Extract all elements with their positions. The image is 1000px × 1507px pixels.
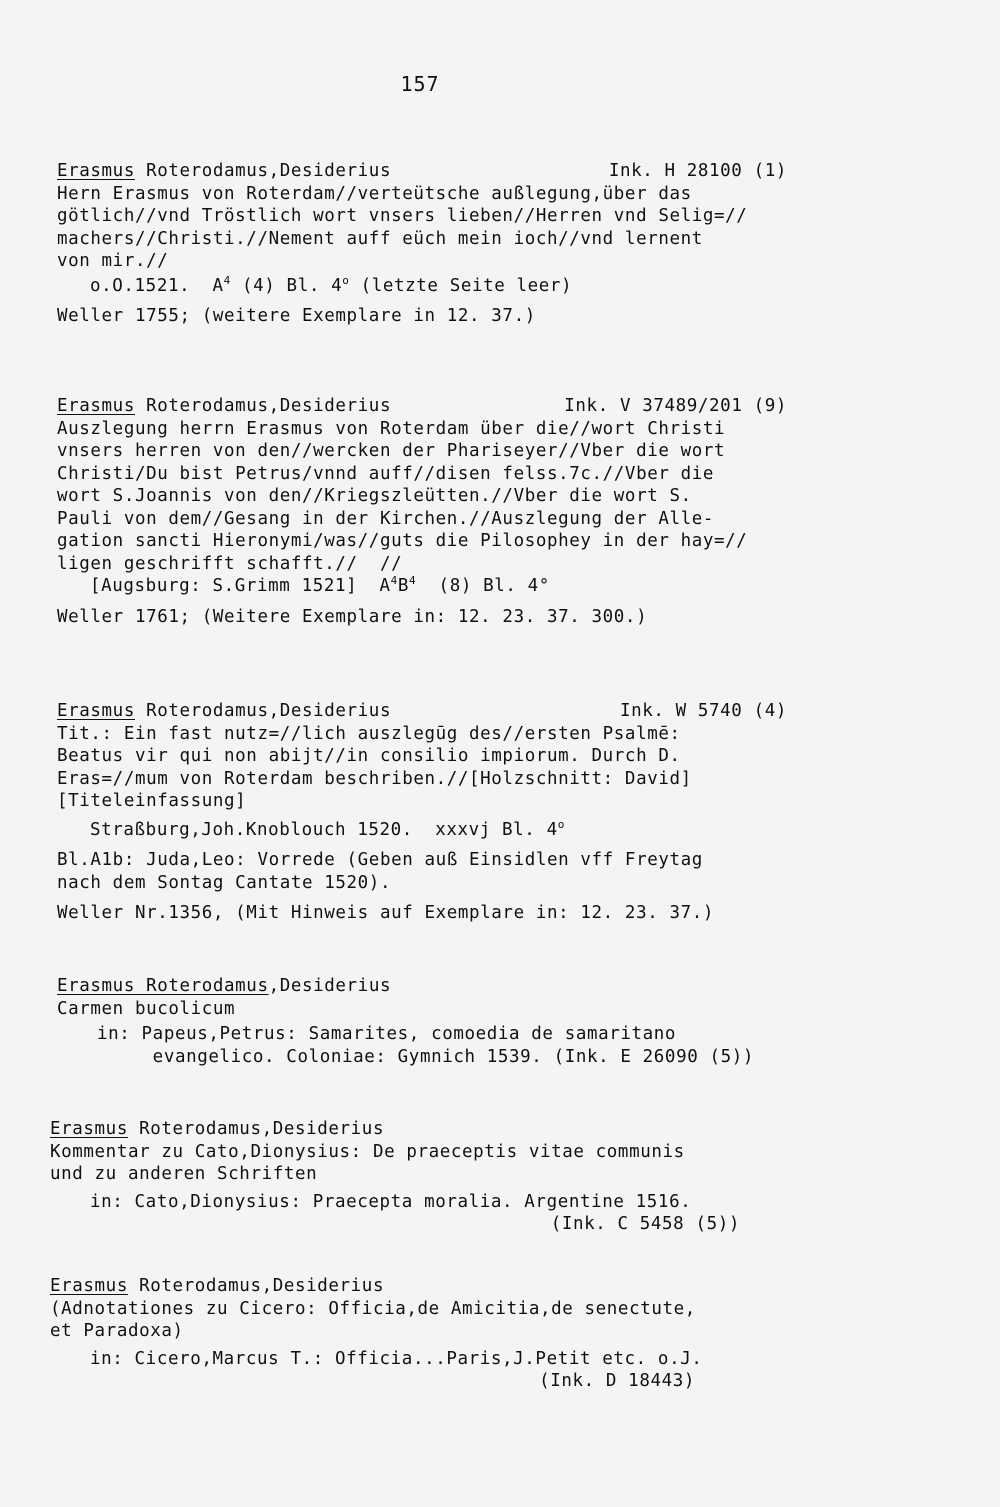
incunabula-ref: (Ink. D 18443) bbox=[539, 1371, 695, 1391]
title-line: et Paradoxa) bbox=[50, 1321, 184, 1341]
incunabula-ref: Ink. V 37489/201 (9) bbox=[564, 396, 787, 416]
title-line: ligen geschrifft schafft.// // bbox=[57, 553, 403, 574]
title-line: Carmen bucolicum bbox=[57, 998, 236, 1019]
imprint-line: Straßburg,Joh.Knoblouch 1520. xxxvj Bl. 4$^o$ bbox=[90, 817, 565, 840]
catalog-entry bbox=[50, 1275, 840, 1393]
catalog-entry bbox=[57, 395, 847, 628]
entry-heading bbox=[50, 1275, 840, 1298]
author-name: Erasmus Roterodamus,Desiderius bbox=[57, 161, 392, 181]
title-line: Hern Erasmus von Roterdam//verteütsche außlegung,über das bbox=[57, 183, 692, 204]
imprint-line: o.O.1521. $A^4$ (4) Bl. 4$^o$ (letzte Seite leer) bbox=[90, 273, 573, 296]
title-line: machers//Christi.//Nement auff eüch mein ioch//vnd lernent bbox=[57, 228, 703, 249]
title-line: Beatus vir qui non abijt//in consilio impiorum. Durch D. bbox=[57, 746, 681, 766]
author-name: Erasmus Roterodamus,Desiderius bbox=[50, 1119, 385, 1139]
in-line: in: Papeus,Petrus: Samarites, comoedia de samaritano bbox=[97, 1024, 677, 1044]
author-name: Erasmus Roterodamus,Desiderius bbox=[57, 396, 392, 416]
title-line: götlich//vnd Tröstlich wort vnsers lieben//Herren vnd Selig=// bbox=[57, 206, 748, 226]
catalog-entry bbox=[57, 975, 847, 1068]
title-line: von mir.// bbox=[57, 251, 169, 271]
catalog-entry bbox=[50, 1118, 840, 1236]
note-line: Bl.A1b: Juda,Leo: Vorrede (Geben auß Einsidlen vff Freytag bbox=[57, 850, 703, 870]
in-line: in: Cato,Dionysius: Praecepta moralia. Argentine 1516. bbox=[90, 1191, 692, 1212]
entry-heading bbox=[57, 975, 847, 998]
title-line: Kommentar zu Cato,Dionysius: De praeceptis vitae communis bbox=[50, 1141, 685, 1162]
title-line: (Adnotationes zu Cicero: Officia,de Amicitia,de senectute, bbox=[50, 1298, 696, 1319]
title-line: und zu anderen Schriften bbox=[50, 1164, 318, 1184]
in-line: in: Cicero,Marcus T.: Officia...Paris,J.Petit etc. o.J. bbox=[90, 1348, 703, 1369]
entry-heading bbox=[57, 395, 847, 418]
weller-reference: Weller 1761; (Weitere Exemplare in: 12. 23. 37. 300.) bbox=[57, 606, 648, 627]
entry-heading bbox=[57, 700, 847, 723]
author-name: Erasmus Roterodamus,Desiderius bbox=[57, 701, 392, 721]
entry-heading bbox=[57, 160, 847, 183]
weller-reference: Weller Nr.1356, (Mit Hinweis auf Exemplare in: 12. 23. 37.) bbox=[57, 903, 715, 923]
title-line: Eras=//mum von Roterdam beschriben.//[Holzschnitt: David] bbox=[57, 768, 692, 789]
title-line: vnsers herren von den//wercken der Phariseyer//Vber die wort bbox=[57, 441, 726, 461]
note-line: nach dem Sontag Cantate 1520). bbox=[57, 872, 392, 893]
author-name: Erasmus Roterodamus,Desiderius bbox=[57, 976, 392, 996]
author-name: Erasmus Roterodamus,Desiderius bbox=[50, 1276, 385, 1296]
incunabula-ref: Ink. H 28100 (1) bbox=[608, 161, 787, 181]
title-line: Christi/Du bist Petrus/vnnd auff//disen felss.7c.//Vber die bbox=[57, 463, 715, 484]
incunabula-ref: (Ink. C 5458 (5)) bbox=[550, 1214, 740, 1234]
weller-reference: Weller 1755; (weitere Exemplare in 12. 37.) bbox=[57, 306, 536, 326]
title-line: Tit.: Ein fast nutz=//lich auszlegūg des//ersten Psalmē: bbox=[57, 723, 681, 744]
page-number: 157 bbox=[400, 72, 440, 96]
title-line: wort S.Joannis von den//Kriegszleütten.//Vber die wort S. bbox=[57, 486, 692, 506]
incunabula-ref: Ink. W 5740 (4) bbox=[619, 701, 787, 721]
catalog-entry bbox=[57, 700, 847, 925]
catalog-entry bbox=[57, 160, 847, 328]
title-line: gation sancti Hieronymi/was//guts die Pilosophey in der hay=// bbox=[57, 531, 748, 551]
in-line: evangelico. Coloniae: Gymnich 1539. (Ink. E 26090 (5)) bbox=[97, 1046, 755, 1067]
entry-heading bbox=[50, 1118, 840, 1141]
imprint-line: [Augsburg: S.Grimm 1521] $A^4B^4$ (8) Bl. 4° bbox=[90, 574, 550, 596]
title-line: Auszlegung herrn Erasmus von Roterdam über die//wort Christi bbox=[57, 418, 726, 439]
title-line: [Titeleinfassung] bbox=[57, 791, 247, 811]
title-line: Pauli von dem//Gesang in der Kirchen.//Auszlegung der Alle- bbox=[57, 508, 715, 529]
